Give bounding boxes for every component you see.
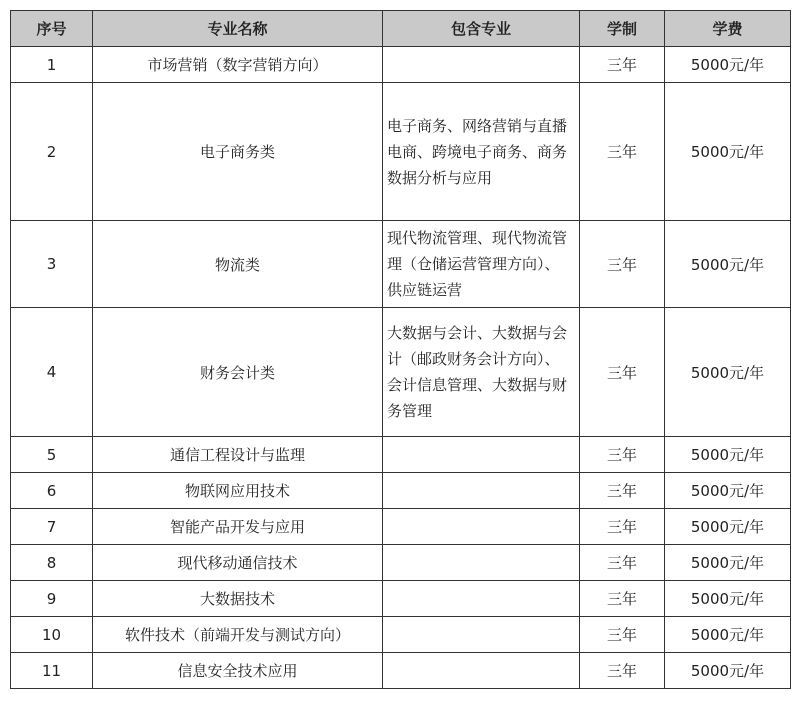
cell-program-name: 智能产品开发与应用: [93, 509, 383, 545]
cell-included-majors: [383, 653, 580, 689]
cell-included-majors: [383, 437, 580, 473]
cell-no: 11: [11, 653, 93, 689]
cell-no: 4: [11, 308, 93, 437]
table-row: [11, 83, 791, 221]
cell-program-name: 物流类: [93, 221, 383, 308]
cell-included-majors: [383, 473, 580, 509]
cell-duration: 三年: [580, 545, 665, 581]
cell-program-name: 软件技术（前端开发与测试方向）: [93, 617, 383, 653]
cell-tuition: 5000元/年: [665, 437, 791, 473]
included-majors-line: 务管理: [387, 402, 433, 420]
cell-duration: 三年: [580, 509, 665, 545]
cell-tuition: 5000元/年: [665, 617, 791, 653]
cell-duration: 三年: [580, 473, 665, 509]
included-majors-line: 会计信息管理、大数据与财: [387, 376, 568, 394]
cell-program-name: 大数据技术: [93, 581, 383, 617]
included-majors-line: 电子商务、网络营销与直播: [387, 116, 568, 135]
cell-duration: 三年: [580, 437, 665, 473]
included-majors-line: 计（邮政财务会计方向）、: [387, 350, 560, 368]
program-table-container: [10, 10, 791, 689]
cell-tuition: 5000元/年: [665, 221, 791, 308]
cell-included-majors: [383, 47, 580, 83]
cell-duration: 三年: [580, 308, 665, 437]
table-row: [11, 47, 791, 83]
header-duration: 学制: [580, 11, 665, 47]
table-row: [11, 473, 791, 509]
included-majors-line: 数据分析与应用: [387, 168, 493, 187]
cell-tuition: 5000元/年: [665, 509, 791, 545]
cell-tuition: 5000元/年: [665, 473, 791, 509]
included-majors-line: 供应链运营: [387, 281, 463, 299]
table-row: [11, 437, 791, 473]
cell-duration: 三年: [580, 221, 665, 308]
cell-tuition: 5000元/年: [665, 308, 791, 437]
table-row: [11, 581, 791, 617]
cell-no: 6: [11, 473, 93, 509]
table-row: [11, 308, 791, 437]
cell-included-majors: [383, 221, 580, 308]
cell-tuition: 5000元/年: [665, 545, 791, 581]
cell-no: 7: [11, 509, 93, 545]
cell-no: 9: [11, 581, 93, 617]
cell-no: 5: [11, 437, 93, 473]
table-row: [11, 509, 791, 545]
cell-program-name: 物联网应用技术: [93, 473, 383, 509]
cell-no: 8: [11, 545, 93, 581]
cell-included-majors: [383, 617, 580, 653]
cell-no: 10: [11, 617, 93, 653]
table-header-row: [11, 11, 791, 47]
cell-duration: 三年: [580, 617, 665, 653]
cell-included-majors: [383, 545, 580, 581]
cell-tuition: 5000元/年: [665, 653, 791, 689]
cell-program-name: 市场营销（数字营销方向）: [93, 47, 383, 83]
header-tuition: 学费: [665, 11, 791, 47]
cell-tuition: 5000元/年: [665, 47, 791, 83]
included-majors-line: 理（仓储运营管理方向）、: [387, 255, 560, 273]
cell-no: 3: [11, 221, 93, 308]
table-row: [11, 545, 791, 581]
cell-included-majors: [383, 581, 580, 617]
cell-program-name: 现代移动通信技术: [93, 545, 383, 581]
cell-included-majors: [383, 308, 580, 437]
cell-tuition: 5000元/年: [665, 83, 791, 221]
cell-tuition: 5000元/年: [665, 581, 791, 617]
cell-program-name: 电子商务类: [93, 83, 383, 221]
header-no: 序号: [11, 11, 93, 47]
program-table: [10, 10, 791, 689]
cell-duration: 三年: [580, 47, 665, 83]
cell-duration: 三年: [580, 83, 665, 221]
header-program-name: 专业名称: [93, 11, 383, 47]
included-majors-line: 大数据与会计、大数据与会: [387, 324, 568, 342]
cell-program-name: 财务会计类: [93, 308, 383, 437]
table-row: [11, 653, 791, 689]
cell-program-name: 通信工程设计与监理: [93, 437, 383, 473]
table-row: [11, 221, 791, 308]
header-included-majors: 包含专业: [383, 11, 580, 47]
table-row: [11, 617, 791, 653]
cell-included-majors: [383, 83, 580, 221]
included-majors-line: 电商、跨境电子商务、商务: [387, 142, 568, 161]
included-majors-line: 现代物流管理、现代物流管: [387, 229, 568, 247]
cell-no: 2: [11, 83, 93, 221]
cell-included-majors: [383, 509, 580, 545]
cell-duration: 三年: [580, 653, 665, 689]
cell-duration: 三年: [580, 581, 665, 617]
cell-no: 1: [11, 47, 93, 83]
cell-program-name: 信息安全技术应用: [93, 653, 383, 689]
